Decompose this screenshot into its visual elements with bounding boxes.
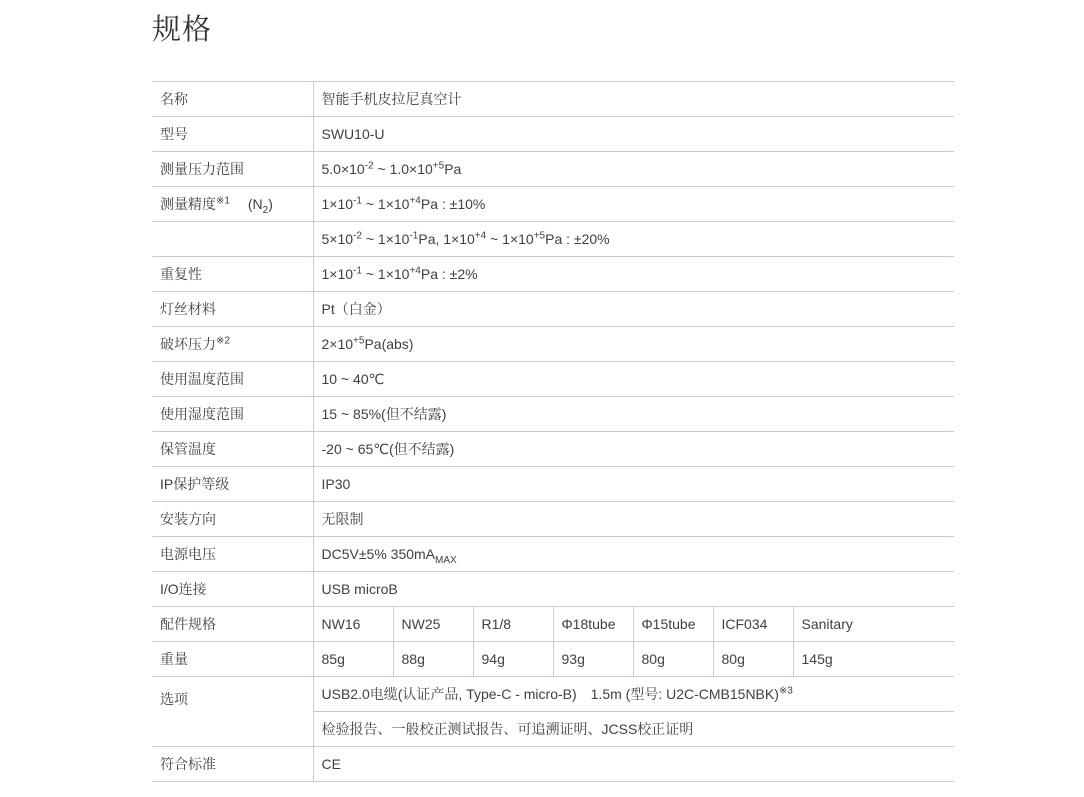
spec-cell: 85g	[313, 642, 393, 677]
spec-label	[152, 222, 313, 257]
spec-label: 使用温度范围	[152, 362, 313, 397]
spec-cell: 80g	[633, 642, 713, 677]
row-fitting-spec	[152, 607, 954, 642]
spec-value: USB microB	[313, 572, 954, 607]
spec-label: IP保护等级	[152, 467, 313, 502]
row-storage-temperature	[152, 432, 954, 467]
spec-value: IP30	[313, 467, 954, 502]
spec-cell: 93g	[553, 642, 633, 677]
row-compliance	[152, 747, 954, 782]
row-io-connection	[152, 572, 954, 607]
spec-label: 测量压力范围	[152, 152, 313, 187]
spec-value: $5\times 10^{-2}$ ~ $1\times 10^{-1}Pa$, $1\times 10^{+4}$ ~ $1\times 10^{+5}Pa$ : ±20%	[313, 222, 954, 257]
row-options	[152, 677, 954, 712]
spec-label: 使用湿度范围	[152, 397, 313, 432]
spec-value: 智能手机皮拉尼真空计	[313, 82, 954, 117]
row-power-voltage	[152, 537, 954, 572]
spec-cell: NW16	[313, 607, 393, 642]
row-operating-humidity	[152, 397, 954, 432]
spec-cell: 88g	[393, 642, 473, 677]
row-mounting-orientation	[152, 502, 954, 537]
spec-cell: NW25	[393, 607, 473, 642]
spec-value: 检验报告、一般校正测试报告、可追溯证明、JCSS校正证明	[313, 712, 954, 747]
row-product-name	[152, 82, 954, 117]
spec-cell: ICF034	[713, 607, 793, 642]
spec-value: 15 ~ 85%(但不结露)	[313, 397, 954, 432]
row-pressure-range	[152, 152, 954, 187]
spec-value: 10 ~ 40℃	[313, 362, 954, 397]
spec-value: $1\times 10^{-1}$ ~ $1\times 10^{+4}Pa$ : ±10%	[313, 187, 954, 222]
row-operating-temperature	[152, 362, 954, 397]
spec-label: I/O连接	[152, 572, 313, 607]
row-accuracy-2	[152, 222, 954, 257]
spec-cell: 145g	[793, 642, 954, 677]
row-ip-rating	[152, 467, 954, 502]
spec-value: CE	[313, 747, 954, 782]
page-title: 规格	[152, 14, 213, 46]
spec-value: $2\times 10^{+5}Pa(abs)$	[313, 327, 954, 362]
row-weight	[152, 642, 954, 677]
spec-value: 无限制	[313, 502, 954, 537]
row-repeatability	[152, 257, 954, 292]
spec-label: 电源电压	[152, 537, 313, 572]
spec-cell: R1/8	[473, 607, 553, 642]
row-burst-pressure	[152, 327, 954, 362]
spec-value: SWU10-U	[313, 117, 954, 152]
spec-label: 符合标准	[152, 747, 313, 782]
spec-cell: Φ18tube	[553, 607, 633, 642]
row-filament-material	[152, 292, 954, 327]
spec-value: USB2.0电缆(认证产品, Type-C - micro-B) 1.5m (型号: U2C-CMB15NBK)$^{※3}$	[313, 677, 954, 712]
spec-label: 灯丝材料	[152, 292, 313, 327]
spec-label: 型号	[152, 117, 313, 152]
spec-value: $5.0\times 10^{-2}$ ~ $1.0\times 10^{+5}Pa$	[313, 152, 954, 187]
spec-value: $1\times 10^{-1}$ ~ $1\times 10^{+4}Pa$ : ±2%	[313, 257, 954, 292]
spec-label: 重量	[152, 642, 313, 677]
spec-label: 名称	[152, 82, 313, 117]
spec-label: 保管温度	[152, 432, 313, 467]
spec-label: 配件规格	[152, 607, 313, 642]
spec-value: DC5V±5% $350mA_{MAX}$	[313, 537, 954, 572]
spec-cell: Φ15tube	[633, 607, 713, 642]
spec-cell: Sanitary	[793, 607, 954, 642]
spec-value: Pt（白金）	[313, 292, 954, 327]
row-model	[152, 117, 954, 152]
spec-cell: 94g	[473, 642, 553, 677]
spec-label: 重复性	[152, 257, 313, 292]
spec-label: 安装方向	[152, 502, 313, 537]
spec-label: 选项	[152, 677, 313, 747]
spec-value: -20 ~ 65℃(但不结露)	[313, 432, 954, 467]
spec-cell: 80g	[713, 642, 793, 677]
spec-label: 破坏压力$^{※2}$	[152, 327, 313, 362]
spec-label: 测量精度$^{※1}$ $(N_2)$	[152, 187, 313, 222]
specs-table	[152, 81, 954, 782]
row-accuracy	[152, 187, 954, 222]
